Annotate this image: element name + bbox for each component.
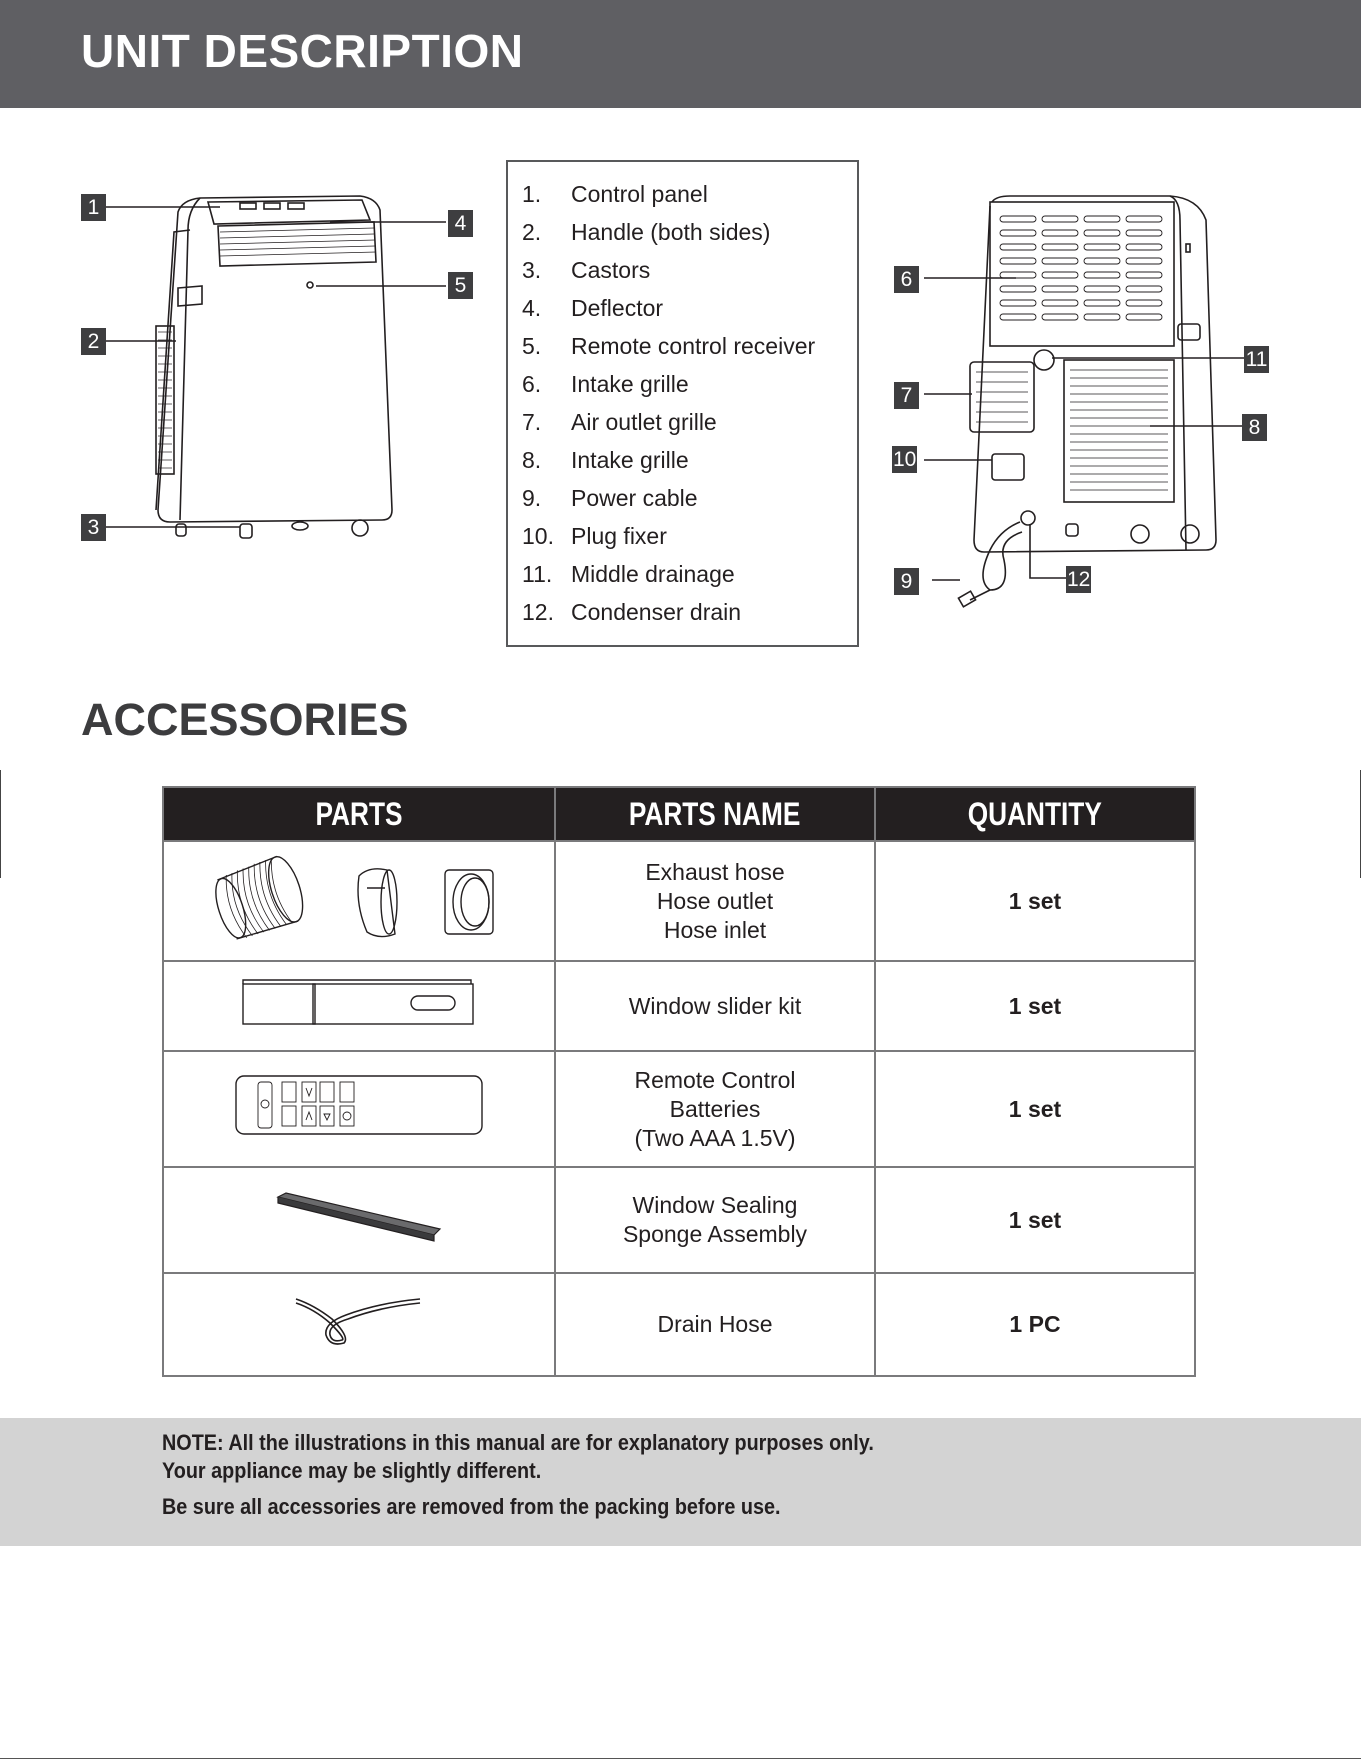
note-line-2: Your appliance may be slightly different. [162, 1458, 542, 1483]
part-image-cell [163, 1167, 555, 1273]
front-view-illustration [70, 180, 490, 560]
callout-8: 8 [1242, 414, 1267, 441]
legend-item: 9. Power cable [522, 485, 698, 511]
note-line-3: Be sure all accessories are removed from the packing before use. [162, 1494, 781, 1519]
part-name-cell: Exhaust hose Hose outlet Hose inlet [555, 841, 875, 961]
legend-list [522, 179, 815, 635]
bottom-rule [0, 1758, 1361, 1759]
callout-3: 3 [81, 514, 106, 541]
legend-item: 8. Intake grille [522, 447, 689, 473]
legend-item: 6. Intake grille [522, 371, 689, 397]
callout-9: 9 [894, 568, 919, 595]
remote-control-icon [234, 1074, 484, 1138]
header-parts: PARTS [163, 787, 555, 841]
quantity-cell: 1 set [875, 1051, 1195, 1167]
left-edge-mark [0, 770, 1, 878]
quantity-cell: 1 set [875, 961, 1195, 1051]
window-slider-icon [239, 978, 479, 1028]
back-view-illustration [880, 180, 1300, 620]
callout-7: 7 [894, 382, 919, 409]
note-band [0, 1418, 1361, 1546]
quantity-cell: 1 PC [875, 1273, 1195, 1376]
drain-hose-icon [294, 1293, 424, 1349]
table-row [163, 1167, 1195, 1273]
legend-item: 1. Control panel [522, 181, 708, 207]
accessories-title: ACCESSORIES [81, 694, 409, 745]
part-image-cell [163, 1051, 555, 1167]
header-parts-name: PARTS NAME [555, 787, 875, 841]
callout-2: 2 [81, 328, 106, 355]
callout-1: 1 [81, 194, 106, 221]
table-header-row [163, 787, 1195, 841]
table-row [163, 961, 1195, 1051]
legend-item: 5. Remote control receiver [522, 333, 816, 359]
callout-4: 4 [448, 210, 473, 237]
legend-item: 3. Castors [522, 257, 651, 283]
air-conditioner-front-icon [70, 180, 490, 560]
part-name-cell: Window slider kit [555, 961, 875, 1051]
air-conditioner-back-icon [880, 180, 1300, 620]
callout-10: 10 [893, 448, 917, 471]
callout-5: 5 [448, 272, 473, 299]
note-line-1: NOTE: All the illustrations in this manual are for explanatory purposes only. [162, 1430, 874, 1455]
legend-item: 10. Plug fixer [522, 523, 667, 549]
part-name-cell: Window Sealing Sponge Assembly [555, 1167, 875, 1273]
page-title: UNIT DESCRIPTION [81, 25, 524, 77]
part-image-cell [163, 841, 555, 961]
part-image-cell [163, 961, 555, 1051]
table-row [163, 841, 1195, 961]
part-image-cell [163, 1273, 555, 1376]
part-name-cell: Drain Hose [555, 1273, 875, 1376]
part-name-cell: Remote Control Batteries (Two AAA 1.5V) [555, 1051, 875, 1167]
callout-12: 12 [1067, 568, 1091, 591]
header-quantity: QUANTITY [875, 787, 1195, 841]
exhaust-hose-kit-icon [209, 848, 509, 948]
callout-6: 6 [894, 266, 919, 293]
table-row [163, 1273, 1195, 1376]
legend-item: 11. Middle drainage [522, 561, 735, 587]
callout-11: 11 [1245, 348, 1268, 371]
quantity-cell: 1 set [875, 841, 1195, 961]
legend-item: 12. Condenser drain [522, 599, 742, 625]
legend-item: 7. Air outlet grille [522, 409, 717, 435]
accessories-table [162, 786, 1196, 1377]
header-bar [0, 0, 1361, 108]
legend-item: 2. Handle (both sides) [522, 219, 771, 245]
sealing-sponge-icon [274, 1189, 444, 1245]
parts-legend [506, 160, 859, 647]
legend-item: 4. Deflector [522, 295, 664, 321]
table-row [163, 1051, 1195, 1167]
quantity-cell: 1 set [875, 1167, 1195, 1273]
